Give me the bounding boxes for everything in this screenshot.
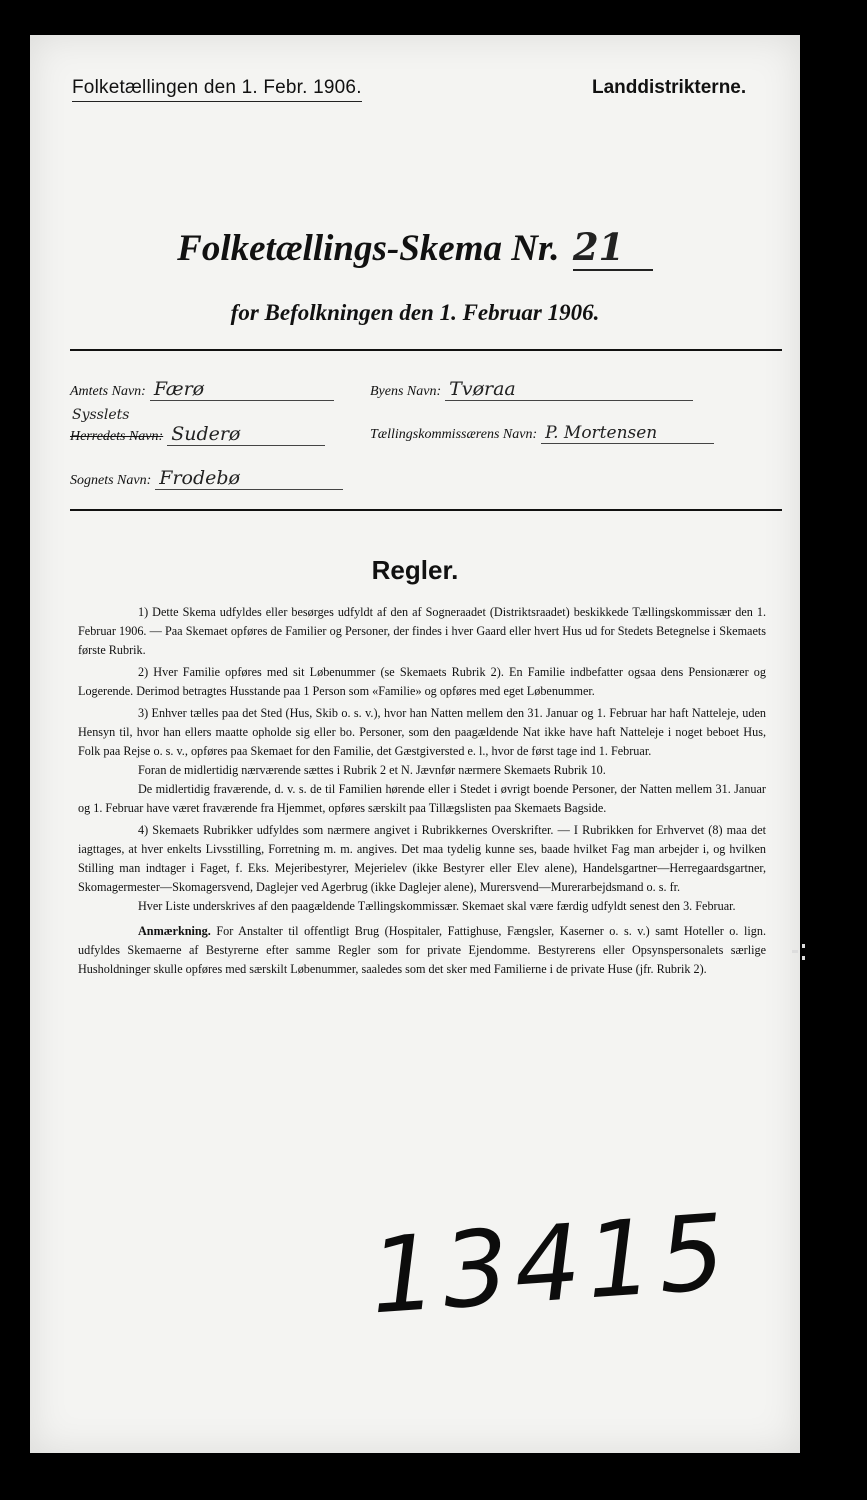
form-title — [30, 225, 800, 271]
regler-heading: Regler. — [371, 555, 459, 585]
herred-label: Herredets Navn: — [70, 429, 164, 444]
sogn-value: Frodebø — [155, 467, 343, 490]
anmaerkning-paragraph — [78, 922, 766, 979]
form-number-handwritten: 21 — [573, 225, 653, 271]
sogn-field — [70, 467, 400, 490]
census-header-left: Folketællingen den 1. Febr. 1906. — [72, 77, 362, 102]
rule-paragraph: De midlertidig fraværende, d. v. s. de til Familien hørende eller i Stedet i øvrigt boende Personer, der Natten mellem 31. Januar og 1. Februar have været fraværende fra Hjemmet, opføres særskilt paa Tillægslisten paa Skemaets Bagside. — [78, 782, 766, 815]
rule-paragraph: 4) Skemaets Rubrikker udfyldes som nærmere angivet i Rubrikkernes Overskrifter. — I Rubrikken for Erhvervet (8) maa det iagttages, at hver enkelts Livsstilling, Forretning m. m. angives. Det maa tydelig kunne ses, baade hvilket Fag man arbejder i, og hvilken Stilling man indtager i Faget, f. Eks. Mejeribestyrer, Mejerielev (ikke Bestyrer eller Elev alene), Handelsgartner—Herregaardsgartner, Skomagermester—Skomagersvend, Daglejer ved Agerbrug (ikke Daglejer alene), Murersvend—Murerarbejdsmand o. s. fr. — [78, 823, 766, 894]
herred-correction-handwritten: Sysslets — [72, 407, 130, 423]
amt-label: Amtets Navn: — [70, 384, 146, 399]
kommissaer-value: P. Mortensen — [541, 423, 714, 444]
census-form-sheet — [30, 35, 800, 1453]
rule-paragraph: Hver Liste underskrives af den paagældende Tællingskommissær. Skemaet skal være færdig udfyldt senest den 3. Februar. — [138, 899, 736, 913]
bottom-divider — [70, 509, 782, 511]
amt-value: Færø — [150, 378, 334, 401]
top-divider — [70, 349, 782, 351]
rule-paragraph: Foran de midlertidig nærværende sættes i Rubrik 2 et N. Jævnfør nærmere Skemaets Rubrik 10. — [138, 763, 606, 777]
margin-mark — [790, 940, 810, 968]
anmaerkning-text: For Anstalter til offentligt Brug (Hospitaler, Fattighuse, Fængsler, Kaserner o. s. v.) samt Hoteller o. lign. udfyldes Skemaerne af Bestyrerne efter samme Regler som for private Ejendomme. Bestyrerens eller Opsynspersonalets særlige Husholdninger skulle opføres med særskilt Løbenummer, saaledes som det sker med Familierne i de private Huse (jfr. Rubrik 2). — [78, 924, 766, 976]
kommissaer-field — [370, 423, 790, 444]
rule-paragraph: 3) Enhver tælles paa det Sted (Hus, Skib o. s. v.), hvor han Natten mellem den 31. Januar og 1. Februar har haft Natteleje, uden Hensyn til, hvor han ellers maatte opholde sig eller bo. Personer, som den paagældende Nat ikke have haft Natteleje i noget beboet Hus, Folk paa Rejse o. s. v., opføres paa Skemaet for den Familie, det Gæstgiversted e. l., hvor de først tage ind 1. Februar. — [78, 706, 766, 758]
sogn-label: Sognets Navn: — [70, 473, 152, 488]
herred-field — [70, 423, 390, 446]
handwritten-archive-number: 13415 — [366, 1190, 735, 1338]
rule-paragraph: 2) Hver Familie opføres med sit Løbenummer (se Skemaets Rubrik 2). En Familie indbefatter ogsaa dens Pensionærer og Logerende. Derimod betragtes Husstande paa 1 Person som «Familie» og opføres med eget Løbenummer. — [78, 665, 766, 698]
rule-paragraph: 1) Dette Skema udfyldes eller besørges udfyldt af den af Sogneraadet (Distriktsraadet) beskikkede Tællingskommissær den 1. Februar 1906. — Paa Skemaet opføres de Familier og Personer, der findes i hver Gaard eller hvert Hus ud for Stedets Betegnelse i Skemaets første Rubrik. — [78, 605, 766, 657]
regler-text — [78, 603, 766, 979]
census-header-right: Landdistrikterne. — [592, 77, 747, 98]
by-value: Tvøraa — [445, 378, 693, 401]
by-field — [370, 378, 780, 401]
form-subtitle: for Befolkningen den 1. Februar 1906. — [230, 300, 600, 325]
anmaerkning-label: Anmærkning. — [138, 924, 211, 938]
form-title-text: Folketællings-Skema Nr. — [177, 228, 560, 269]
herred-value: Suderø — [167, 423, 325, 446]
kommissaer-label: Tællingskommissærens Navn: — [370, 427, 538, 442]
by-label: Byens Navn: — [370, 384, 442, 399]
amt-field — [70, 378, 390, 401]
